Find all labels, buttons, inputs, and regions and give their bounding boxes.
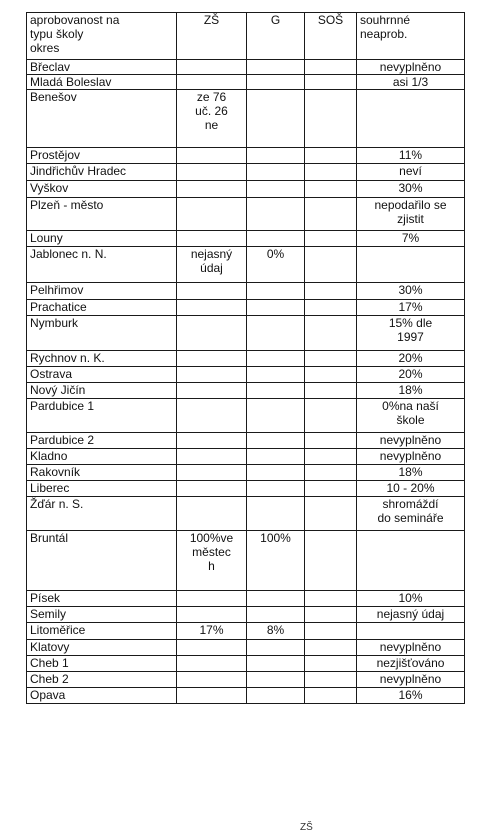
cell-zs	[177, 164, 247, 181]
cell-g	[247, 198, 305, 231]
table-row	[27, 656, 465, 672]
cell-zs	[177, 688, 247, 704]
table-row	[27, 351, 465, 367]
table-row	[27, 465, 465, 481]
cell-summary: 11%	[357, 148, 465, 164]
cell-summary	[357, 623, 465, 640]
cell-summary: 10 - 20%	[357, 481, 465, 497]
cell-g	[247, 433, 305, 449]
cell-g	[247, 688, 305, 704]
cell-okres: Pelhřimov	[27, 283, 177, 300]
cell-okres: Nymburk	[27, 316, 177, 351]
cell-okres: Břeclav	[27, 60, 177, 75]
cell-okres: Benešov	[27, 90, 177, 148]
cell-g	[247, 231, 305, 247]
cell-sos	[305, 164, 357, 181]
table-row	[27, 75, 465, 90]
cell-zs	[177, 433, 247, 449]
cell-sos	[305, 300, 357, 316]
cell-sos	[305, 465, 357, 481]
cell-g	[247, 367, 305, 383]
cell-summary: neví	[357, 164, 465, 181]
cell-summary: 18%	[357, 465, 465, 481]
cell-sos	[305, 316, 357, 351]
cell-sos	[305, 148, 357, 164]
cell-summary: 7%	[357, 231, 465, 247]
cell-sos	[305, 231, 357, 247]
cell-sos	[305, 640, 357, 656]
table-row	[27, 231, 465, 247]
table-row	[27, 623, 465, 640]
cell-okres: Jindřichův Hradec	[27, 164, 177, 181]
cell-okres: Opava	[27, 688, 177, 704]
cell-g	[247, 60, 305, 75]
cell-summary	[357, 247, 465, 283]
cell-zs: 100%ve městec h	[177, 531, 247, 591]
cell-sos	[305, 607, 357, 623]
cell-summary: 20%	[357, 351, 465, 367]
header-row	[27, 13, 465, 60]
cell-zs	[177, 148, 247, 164]
cell-g	[247, 399, 305, 433]
cell-sos	[305, 351, 357, 367]
header-zs: ZŠ	[177, 13, 247, 60]
cell-okres: Ostrava	[27, 367, 177, 383]
cell-zs	[177, 75, 247, 90]
cell-sos	[305, 672, 357, 688]
cell-okres: Písek	[27, 591, 177, 607]
cell-sos	[305, 181, 357, 198]
table-row	[27, 148, 465, 164]
cell-okres: Liberec	[27, 481, 177, 497]
cell-zs: 17%	[177, 623, 247, 640]
cell-okres: Bruntál	[27, 531, 177, 591]
header-summary: souhrnné neaprob.	[357, 13, 465, 60]
table-row	[27, 181, 465, 198]
cell-zs	[177, 367, 247, 383]
cell-summary: nezjišťováno	[357, 656, 465, 672]
cell-g	[247, 283, 305, 300]
cell-sos	[305, 247, 357, 283]
cell-okres: Nový Jičín	[27, 383, 177, 399]
cell-summary: nevyplněno	[357, 449, 465, 465]
cell-okres: Jablonec n. N.	[27, 247, 177, 283]
cell-g	[247, 148, 305, 164]
cell-g	[247, 449, 305, 465]
cell-zs	[177, 399, 247, 433]
cell-summary: 17%	[357, 300, 465, 316]
cell-summary: 10%	[357, 591, 465, 607]
cell-zs	[177, 60, 247, 75]
table-row	[27, 383, 465, 399]
cell-zs	[177, 497, 247, 531]
table-row	[27, 283, 465, 300]
cell-okres: Cheb 2	[27, 672, 177, 688]
cell-sos	[305, 688, 357, 704]
table-row	[27, 591, 465, 607]
cell-summary: shromáždí do semináře	[357, 497, 465, 531]
cell-sos	[305, 75, 357, 90]
cell-okres: Pardubice 1	[27, 399, 177, 433]
cell-okres: Pardubice 2	[27, 433, 177, 449]
cell-g	[247, 591, 305, 607]
cell-sos	[305, 591, 357, 607]
cell-g	[247, 497, 305, 531]
table-row	[27, 316, 465, 351]
table-row	[27, 531, 465, 591]
cell-zs	[177, 656, 247, 672]
cell-summary: 15% dle 1997	[357, 316, 465, 351]
cell-zs	[177, 607, 247, 623]
cell-g	[247, 75, 305, 90]
header-sos: SOŠ	[305, 13, 357, 60]
cell-okres: Žďár n. S.	[27, 497, 177, 531]
table-row	[27, 607, 465, 623]
cell-zs	[177, 181, 247, 198]
cell-sos	[305, 531, 357, 591]
cell-g	[247, 300, 305, 316]
cell-sos	[305, 90, 357, 148]
cell-okres: Klatovy	[27, 640, 177, 656]
table-row	[27, 198, 465, 231]
cell-sos	[305, 497, 357, 531]
table-row	[27, 164, 465, 181]
cell-okres: Cheb 1	[27, 656, 177, 672]
cell-zs: nejasný údaj	[177, 247, 247, 283]
cell-summary: nevyplněno	[357, 433, 465, 449]
cell-zs: ze 76 uč. 26 ne	[177, 90, 247, 148]
cell-zs	[177, 198, 247, 231]
cell-okres: Prostějov	[27, 148, 177, 164]
cell-zs	[177, 449, 247, 465]
cell-g	[247, 181, 305, 198]
okres-table	[26, 12, 465, 704]
table-row	[27, 60, 465, 75]
cell-sos	[305, 283, 357, 300]
cell-zs	[177, 383, 247, 399]
table-row	[27, 688, 465, 704]
cell-g	[247, 90, 305, 148]
page-footer-mark: ZŠ	[300, 822, 313, 833]
cell-okres: Mladá Boleslav	[27, 75, 177, 90]
cell-zs	[177, 351, 247, 367]
cell-sos	[305, 433, 357, 449]
table-row	[27, 300, 465, 316]
cell-okres: Plzeň - město	[27, 198, 177, 231]
table-row	[27, 672, 465, 688]
cell-summary: nevyplněno	[357, 672, 465, 688]
table-row	[27, 247, 465, 283]
cell-summary	[357, 531, 465, 591]
cell-okres: Louny	[27, 231, 177, 247]
cell-zs	[177, 591, 247, 607]
table-body	[27, 60, 465, 704]
table-row	[27, 640, 465, 656]
cell-sos	[305, 383, 357, 399]
cell-okres: Rakovník	[27, 465, 177, 481]
cell-summary: 20%	[357, 367, 465, 383]
cell-okres: Litoměřice	[27, 623, 177, 640]
cell-okres: Rychnov n. K.	[27, 351, 177, 367]
cell-zs	[177, 316, 247, 351]
table-row	[27, 90, 465, 148]
cell-okres: Prachatice	[27, 300, 177, 316]
cell-g: 8%	[247, 623, 305, 640]
cell-summary: nejasný údaj	[357, 607, 465, 623]
cell-sos	[305, 60, 357, 75]
table-row	[27, 481, 465, 497]
cell-sos	[305, 481, 357, 497]
cell-zs	[177, 465, 247, 481]
cell-zs	[177, 481, 247, 497]
cell-g	[247, 351, 305, 367]
cell-summary: 0%na naší škole	[357, 399, 465, 433]
cell-zs	[177, 231, 247, 247]
cell-okres: Vyškov	[27, 181, 177, 198]
cell-g	[247, 316, 305, 351]
cell-g	[247, 383, 305, 399]
cell-sos	[305, 623, 357, 640]
cell-summary	[357, 90, 465, 148]
cell-g	[247, 607, 305, 623]
cell-summary: 18%	[357, 383, 465, 399]
cell-g	[247, 656, 305, 672]
table-row	[27, 433, 465, 449]
cell-g	[247, 465, 305, 481]
cell-summary: 30%	[357, 181, 465, 198]
cell-sos	[305, 367, 357, 383]
cell-sos	[305, 449, 357, 465]
cell-zs	[177, 283, 247, 300]
cell-g	[247, 481, 305, 497]
cell-g: 100%	[247, 531, 305, 591]
cell-summary: nevyplněno	[357, 640, 465, 656]
cell-zs	[177, 640, 247, 656]
cell-zs	[177, 672, 247, 688]
table-row	[27, 399, 465, 433]
cell-okres: Kladno	[27, 449, 177, 465]
cell-zs	[177, 300, 247, 316]
table-row	[27, 497, 465, 531]
cell-g	[247, 164, 305, 181]
cell-sos	[305, 399, 357, 433]
header-okres: aprobovanost na typu školy okres	[27, 13, 177, 60]
cell-g	[247, 640, 305, 656]
cell-sos	[305, 656, 357, 672]
cell-sos	[305, 198, 357, 231]
cell-summary: 30%	[357, 283, 465, 300]
cell-summary: 16%	[357, 688, 465, 704]
cell-summary: asi 1/3	[357, 75, 465, 90]
cell-g: 0%	[247, 247, 305, 283]
cell-summary: nepodařilo se zjistit	[357, 198, 465, 231]
table-row	[27, 449, 465, 465]
cell-okres: Semily	[27, 607, 177, 623]
cell-summary: nevyplněno	[357, 60, 465, 75]
cell-g	[247, 672, 305, 688]
header-g: G	[247, 13, 305, 60]
table-row	[27, 367, 465, 383]
